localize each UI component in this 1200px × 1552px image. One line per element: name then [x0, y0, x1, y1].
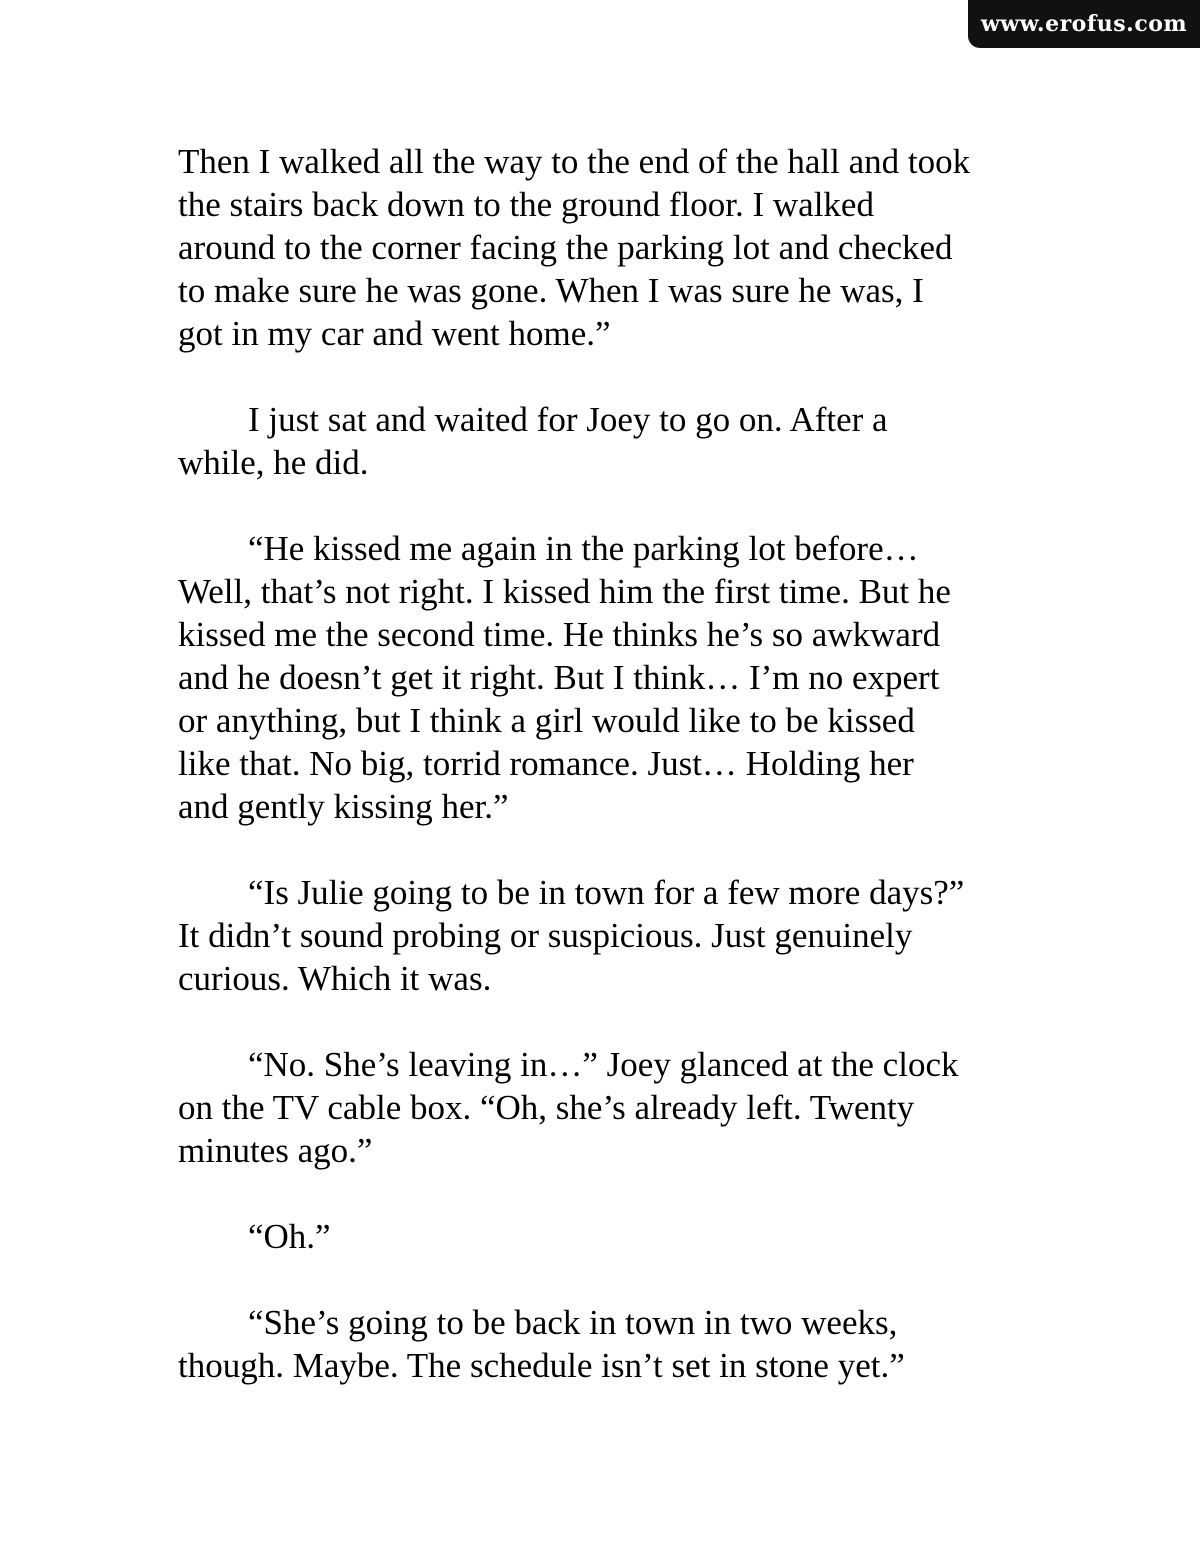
text-line: and gently kissing her.”: [178, 787, 509, 826]
text-line: while, he did.: [178, 443, 369, 482]
paragraph-6: [178, 1215, 1058, 1258]
text-line: “He kissed me again in the parking lot before…: [248, 529, 919, 568]
text-line: curious. Which it was.: [178, 959, 492, 998]
paragraph-3: [178, 527, 1058, 828]
text-line: the stairs back down to the ground floor. I walked: [178, 185, 874, 224]
text-line: around to the corner facing the parking lot and checked: [178, 228, 953, 267]
text-line: “Oh.”: [248, 1217, 331, 1256]
text-line: on the TV cable box. “Oh, she’s already left. Twenty: [178, 1088, 915, 1127]
text-line: Then I walked all the way to the end of the hall and took: [178, 142, 971, 181]
text-line: got in my car and went home.”: [178, 314, 611, 353]
paragraph-5: [178, 1043, 1058, 1172]
text-line: I just sat and waited for Joey to go on. After a: [248, 400, 888, 439]
text-line: and he doesn’t get it right. But I think… I’m no expert: [178, 658, 940, 697]
paragraph-1: [178, 140, 1058, 355]
watermark-badge: [968, 0, 1200, 48]
paragraph-2: [178, 398, 1058, 484]
text-line: Well, that’s not right. I kissed him the first time. But he: [178, 572, 951, 611]
text-line: like that. No big, torrid romance. Just… Holding her: [178, 744, 914, 783]
text-line: though. Maybe. The schedule isn’t set in stone yet.”: [178, 1346, 905, 1385]
watermark-text: www.erofus.com: [980, 11, 1188, 37]
text-line: minutes ago.”: [178, 1131, 373, 1170]
text-line: “Is Julie going to be in town for a few more days?”: [248, 873, 965, 912]
paragraph-4: [178, 871, 1058, 1000]
text-line: It didn’t sound probing or suspicious. Just genuinely: [178, 916, 913, 955]
paragraph-7: [178, 1301, 1058, 1387]
text-line: or anything, but I think a girl would like to be kissed: [178, 701, 915, 740]
text-line: kissed me the second time. He thinks he’s so awkward: [178, 615, 941, 654]
text-line: “No. She’s leaving in…” Joey glanced at the clock: [248, 1045, 959, 1084]
text-line: “She’s going to be back in town in two weeks,: [248, 1303, 898, 1342]
text-line: to make sure he was gone. When I was sure he was, I: [178, 271, 924, 310]
story-text: [178, 140, 1058, 1430]
